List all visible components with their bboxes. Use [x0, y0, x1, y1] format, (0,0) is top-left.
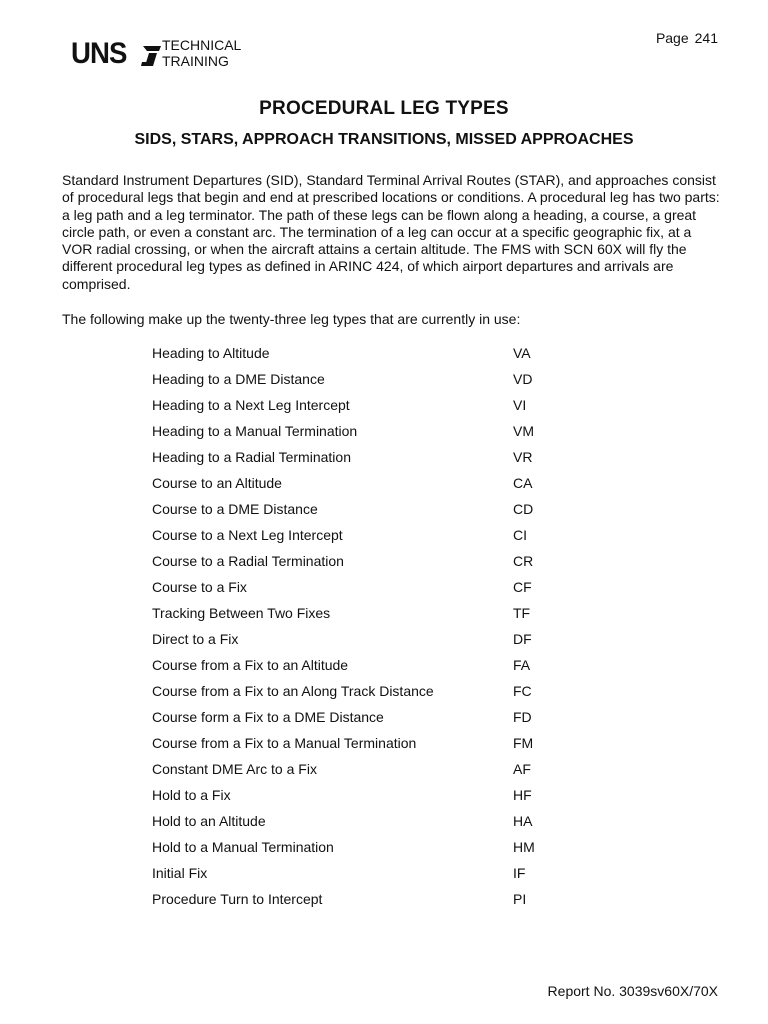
table-row	[152, 525, 592, 551]
leg-code: VM	[513, 423, 534, 439]
page-number-value: 241	[694, 30, 718, 46]
leg-name: Direct to a Fix	[152, 631, 239, 647]
leg-code: CI	[513, 527, 527, 543]
leg-name: Hold to an Altitude	[152, 813, 266, 829]
table-row	[152, 629, 592, 655]
table-row	[152, 707, 592, 733]
table-row	[152, 785, 592, 811]
leg-name: Course from a Fix to an Altitude	[152, 657, 349, 673]
uns-logo	[71, 36, 271, 72]
leg-name: Heading to a DME Distance	[152, 371, 325, 387]
leg-name: Initial Fix	[152, 865, 208, 881]
table-row	[152, 733, 592, 759]
leg-name: Heading to a Manual Termination	[152, 423, 358, 439]
page-subtitle: SIDS, STARS, APPROACH TRANSITIONS, MISSED APPROACHES	[134, 131, 634, 148]
table-row	[152, 395, 592, 421]
leg-code: HA	[513, 813, 533, 829]
table-row	[152, 343, 592, 369]
report-number: Report No. 3039sv60X/70X	[547, 983, 718, 999]
leg-name: Course to a Next Leg Intercept	[152, 527, 343, 543]
leg-name: Tracking Between Two Fixes	[152, 605, 331, 621]
leg-code: CD	[513, 501, 534, 517]
leg-name: Course to an Altitude	[152, 475, 282, 491]
table-row	[152, 369, 592, 395]
leg-name: Course to a Radial Termination	[152, 553, 344, 569]
leg-code: FD	[513, 709, 532, 725]
leg-name: Hold to a Fix	[152, 787, 231, 803]
leg-code: FC	[513, 683, 532, 699]
leg-name: Hold to a Manual Termination	[152, 839, 334, 855]
leg-code: AF	[513, 761, 531, 777]
leg-name: Procedure Turn to Intercept	[152, 891, 323, 907]
list-intro: The following make up the twenty-three leg types that are currently in use:	[62, 311, 521, 327]
table-row	[152, 603, 592, 629]
leg-code: VA	[513, 345, 531, 361]
leg-name: Heading to Altitude	[152, 345, 270, 361]
leg-code: CF	[513, 579, 532, 595]
leg-code: VI	[513, 397, 527, 413]
leg-code: PI	[513, 891, 527, 907]
leg-name: Course form a Fix to a DME Distance	[152, 709, 384, 725]
table-row	[152, 577, 592, 603]
table-row	[152, 473, 592, 499]
table-row	[152, 811, 592, 837]
page-label: Page	[655, 30, 689, 46]
logo-line-technical: TECHNICAL	[162, 37, 242, 53]
leg-code: CA	[513, 475, 533, 491]
leg-type-table	[152, 343, 592, 915]
leg-code: CR	[513, 553, 534, 569]
table-row	[152, 655, 592, 681]
logo-mark: UNS	[71, 37, 127, 70]
leg-name: Course to a Fix	[152, 579, 247, 595]
table-row	[152, 681, 592, 707]
leg-code: HF	[513, 787, 532, 803]
leg-name: Heading to a Radial Termination	[152, 449, 351, 465]
table-row	[152, 499, 592, 525]
logo-line-training: TRAINING	[162, 53, 229, 69]
leg-code: TF	[513, 605, 531, 621]
leg-name: Constant DME Arc to a Fix	[152, 761, 317, 777]
leg-name: Heading to a Next Leg Intercept	[152, 397, 350, 413]
leg-code: HM	[513, 839, 535, 855]
table-row	[152, 421, 592, 447]
page-title: PROCEDURAL LEG TYPES	[259, 98, 509, 119]
logo-text	[162, 37, 241, 69]
leg-code: IF	[513, 865, 526, 881]
leg-name: Course from a Fix to a Manual Termination	[152, 735, 417, 751]
leg-code: FA	[513, 657, 531, 673]
leg-name: Course to a DME Distance	[152, 501, 318, 517]
page-number	[656, 30, 718, 46]
leg-code: FM	[513, 735, 534, 751]
leg-code: VR	[513, 449, 533, 465]
leg-code: VD	[513, 371, 533, 387]
intro-paragraph: Standard Instrument Departures (SID), Standard Terminal Arrival Routes (STAR), and approaches consist of procedural legs that begin and end at prescribed locations or conditions. A procedural leg has two parts: a leg path and a leg terminator. The path of these legs can be flown along a heading, a course, a great circle path, or even a constant arc. The termination of a leg can occur at a specific geographic fix, at a VOR radial crossing, or when the aircraft attains a certain altitude. The FMS with SCN 60X will fly the different procedural leg types as defined in ARINC 424, of which airport departures and arrivals are comprised.	[62, 172, 720, 292]
table-row	[152, 889, 592, 915]
logo-swoosh-icon	[141, 42, 163, 68]
table-row	[152, 447, 592, 473]
leg-code: DF	[513, 631, 532, 647]
table-row	[152, 551, 592, 577]
table-row	[152, 863, 592, 889]
table-row	[152, 759, 592, 785]
leg-name: Course from a Fix to an Along Track Distance	[152, 683, 434, 699]
table-row	[152, 837, 592, 863]
